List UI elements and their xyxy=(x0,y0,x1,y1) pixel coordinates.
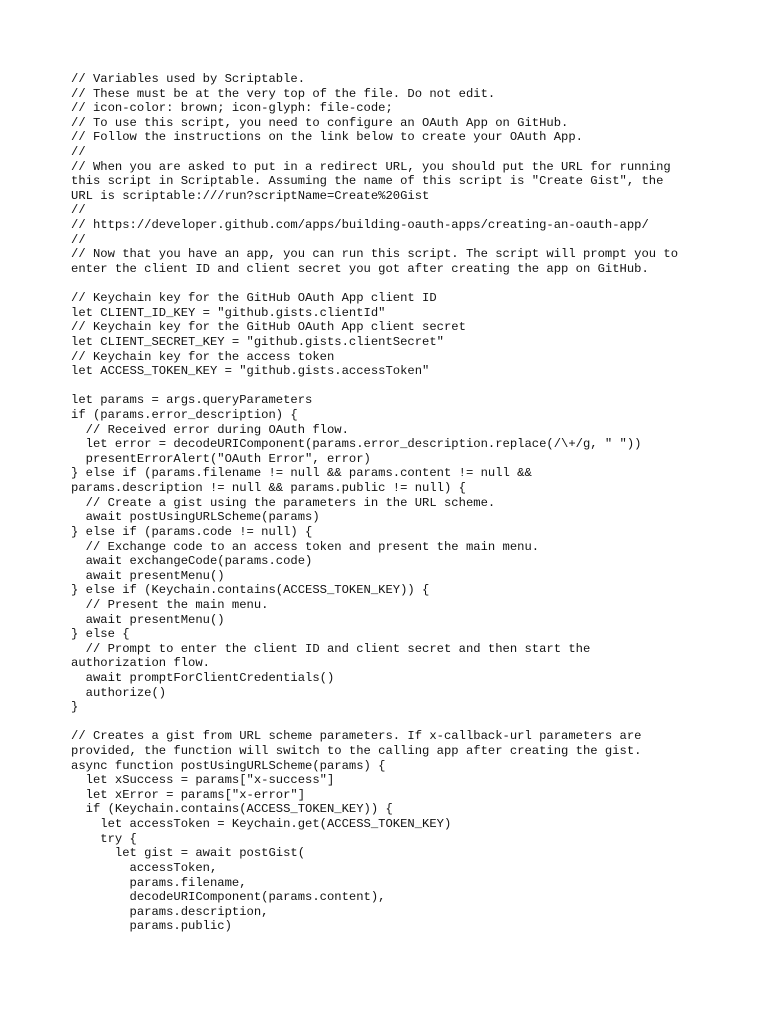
code-line: // https://developer.github.com/apps/building-oauth-apps/creating-an-oauth-app/ xyxy=(71,218,649,233)
code-line: // Creates a gist from URL scheme parameters. If x-callback-url parameters are xyxy=(71,729,642,744)
code-line: // To use this script, you need to configure an OAuth App on GitHub. xyxy=(71,115,569,130)
code-line: if (Keychain.contains(ACCESS_TOKEN_KEY)) { xyxy=(71,802,393,817)
code-line: } xyxy=(71,700,79,715)
code-line: let xSuccess = params["x-success"] xyxy=(71,773,335,788)
code-line: await presentMenu() xyxy=(71,612,225,627)
code-line: enter the client ID and client secret you got after creating the app on GitHub. xyxy=(71,261,649,276)
code-line: // When you are asked to put in a redirect URL, you should put the URL for running xyxy=(71,159,671,174)
code-line: // Received error during OAuth flow. xyxy=(71,422,349,437)
code-line: params.description, xyxy=(71,904,269,919)
code-line: let accessToken = Keychain.get(ACCESS_TOKEN_KEY) xyxy=(71,817,452,832)
code-line: presentErrorAlert("OAuth Error", error) xyxy=(71,451,371,466)
code-line: // Keychain key for the access token xyxy=(71,349,335,364)
code-line: accessToken, xyxy=(71,860,218,875)
code-line xyxy=(71,277,711,292)
code-line: // Keychain key for the GitHub OAuth App client ID xyxy=(71,291,437,306)
code-line: authorization flow. xyxy=(71,656,210,671)
code-line: provided, the function will switch to the calling app after creating the gist. xyxy=(71,744,642,759)
code-line: // xyxy=(71,232,86,247)
code-line: let xError = params["x-error"] xyxy=(71,787,306,802)
code-line: let gist = await postGist( xyxy=(71,846,306,861)
code-line: // These must be at the very top of the file. Do not edit. xyxy=(71,86,496,101)
code-line: let error = decodeURIComponent(params.error_description.replace(/\+/g, " ")) xyxy=(71,437,642,452)
code-line: params.public) xyxy=(71,919,232,934)
code-line: let CLIENT_SECRET_KEY = "github.gists.clientSecret" xyxy=(71,334,444,349)
code-line: // Prompt to enter the client ID and client secret and then start the xyxy=(71,641,591,656)
code-line: await promptForClientCredentials() xyxy=(71,670,335,685)
code-line: let params = args.queryParameters xyxy=(71,393,313,408)
code-line: decodeURIComponent(params.content), xyxy=(71,890,386,905)
code-line: this script in Scriptable. Assuming the name of this script is "Create Gist", the xyxy=(71,174,664,189)
code-line: // icon-color: brown; icon-glyph: file-code; xyxy=(71,101,393,116)
code-line: if (params.error_description) { xyxy=(71,408,298,423)
code-line xyxy=(71,715,711,730)
code-line: // Exchange code to an access token and present the main menu. xyxy=(71,539,540,554)
code-line: // Keychain key for the GitHub OAuth App client secret xyxy=(71,320,466,335)
code-line: await presentMenu() xyxy=(71,568,225,583)
code-line: URL is scriptable:///run?scriptName=Create%20Gist xyxy=(71,188,430,203)
code-line: // xyxy=(71,145,86,160)
code-line: try { xyxy=(71,831,137,846)
code-line: // Present the main menu. xyxy=(71,597,269,612)
code-line: } else if (params.filename != null && params.content != null && xyxy=(71,466,532,481)
code-line: } else { xyxy=(71,627,130,642)
code-line: params.filename, xyxy=(71,875,247,890)
code-line: let CLIENT_ID_KEY = "github.gists.clientId" xyxy=(71,305,386,320)
code-line: // Follow the instructions on the link below to create your OAuth App. xyxy=(71,130,583,145)
code-listing xyxy=(71,72,711,934)
code-line: let ACCESS_TOKEN_KEY = "github.gists.accessToken" xyxy=(71,364,430,379)
code-line: params.description != null && params.public != null) { xyxy=(71,481,466,496)
code-line: } else if (params.code != null) { xyxy=(71,524,313,539)
code-line: authorize() xyxy=(71,685,167,700)
code-line: await postUsingURLScheme(params) xyxy=(71,510,320,525)
code-line: } else if (Keychain.contains(ACCESS_TOKEN_KEY)) { xyxy=(71,583,430,598)
code-line: await exchangeCode(params.code) xyxy=(71,554,313,569)
code-line xyxy=(71,379,711,394)
code-line: // Now that you have an app, you can run this script. The script will prompt you to xyxy=(71,247,679,262)
code-line: // Create a gist using the parameters in the URL scheme. xyxy=(71,495,496,510)
code-line: async function postUsingURLScheme(params) { xyxy=(71,758,386,773)
code-line: // xyxy=(71,203,86,218)
code-line: // Variables used by Scriptable. xyxy=(71,72,306,86)
